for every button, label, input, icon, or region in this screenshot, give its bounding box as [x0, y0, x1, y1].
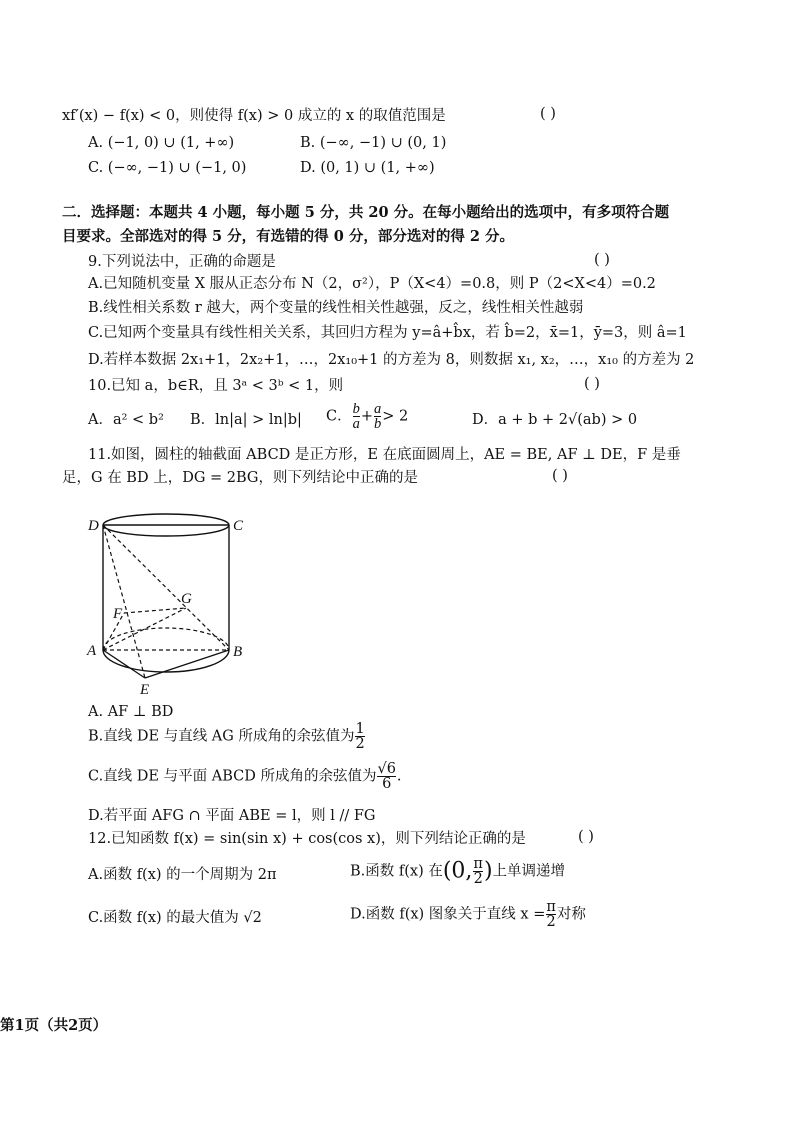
fraction-pi-over-2: [473, 857, 483, 886]
q11-stem-line2: 足，G 在 BD 上，DG = 2BG，则下列结论中正确的是: [62, 470, 418, 486]
fraction-numerator: π: [473, 856, 483, 872]
segment-de: [103, 525, 145, 678]
point-label-d: D: [88, 518, 99, 534]
segment-fg: [124, 608, 186, 613]
q11-option-b: [88, 722, 366, 751]
fraction-b-over-a: [353, 402, 360, 431]
q11-option-c-suffix: .: [396, 768, 402, 785]
q9-answer-paren: ( ): [594, 252, 610, 268]
q12-option-b-suffix: 上单调递增: [492, 863, 566, 880]
fraction-denominator: a: [352, 416, 360, 432]
prev-option-d: D. (0, 1) ∪ (1, +∞): [300, 160, 435, 176]
prev-question-tail: xf′(x) − f(x) < 0，则使得 f(x) > 0 成立的 x 的取值范围是: [62, 108, 446, 124]
page-footer: 第1页（共2页）: [0, 1017, 108, 1034]
plus-sign: +: [360, 408, 374, 425]
q9-stem: 9.下列说法中，正确的命题是: [88, 254, 276, 270]
q10-option-c-prefix: C．: [326, 408, 352, 425]
q12-option-c: C.函数 f(x) 的最大值为 √2: [88, 910, 262, 926]
q9-option-c: C.已知两个变量具有线性相关关系，其回归方程为 y=â+b̂x，若 b̂=2，x̄=1，ȳ=3，则 â=1: [88, 325, 687, 341]
fraction-root6-over-6: [377, 762, 395, 791]
q11-option-c-text: C.直线 DE 与平面 ABCD 所成角的余弦值为: [88, 768, 377, 785]
point-label-g: G: [181, 591, 192, 607]
q11-option-c: [88, 762, 402, 791]
fraction-numerator: √6: [377, 761, 396, 777]
point-label-a: A: [87, 643, 97, 659]
segment-db: [103, 525, 229, 650]
point-label-f: F: [113, 606, 123, 622]
fraction-denominator: 6: [377, 776, 395, 791]
prev-option-a: A. (−1, 0) ∪ (1, +∞): [88, 135, 235, 151]
q11-option-d: D.若平面 AFG ∩ 平面 ABE = l，则 l // FG: [88, 808, 376, 824]
fraction-denominator: 2: [473, 871, 483, 887]
q12-option-d-text: D.函数 f(x) 图象关于直线 x =: [350, 906, 546, 923]
fraction-numerator: 1: [355, 721, 365, 737]
cylinder-figure: [82, 508, 262, 698]
q10-option-c: [326, 402, 408, 431]
q10-option-a: A．a² < b²: [88, 412, 164, 428]
fraction-denominator: 2: [546, 914, 556, 930]
q10-answer-paren: ( ): [584, 376, 600, 392]
q10-option-d: D．a + b + 2√(ab) > 0: [472, 412, 638, 428]
answer-paren-prev: ( ): [540, 106, 556, 122]
q12-answer-paren: ( ): [578, 829, 594, 845]
q11-option-b-text: B.直线 DE 与直线 AG 所成角的余弦值为: [88, 728, 355, 745]
fraction-one-half: [355, 722, 364, 751]
q12-option-d: [350, 900, 586, 929]
q12-option-a: A.函数 f(x) 的一个周期为 2π: [88, 867, 277, 883]
interval-right: ): [483, 858, 493, 884]
q11-stem-line1: 11.如图，圆柱的轴截面 ABCD 是正方形，E 在底面圆周上，AE = BE, AF ⊥ DE，F 是垂: [88, 447, 681, 463]
fraction-pi-over-2: [546, 900, 556, 929]
fraction-a-over-b: [374, 402, 381, 431]
q10-stem: 10.已知 a，b∈R，且 3ᵃ < 3ᵇ < 1，则: [88, 378, 344, 394]
fraction-numerator: π: [546, 899, 556, 915]
q9-option-d: D.若样本数据 2x₁+1，2x₂+1，…，2x₁₀+1 的方差为 8，则数据 x₁, x₂，…，x₁₀ 的方差为 2: [88, 352, 695, 368]
q9-option-b: B.线性相关系数 r 越大，两个变量的线性相关性越强，反之，线性相关性越弱: [88, 300, 584, 316]
point-label-b: B: [233, 644, 243, 660]
point-label-c: C: [233, 518, 244, 534]
q9-option-a: A.已知随机变量 X 服从正态分布 N（2，σ²），P（X<4）=0.8，则 P（2<X<4）=0.2: [88, 276, 656, 292]
fraction-numerator: a: [374, 401, 382, 417]
q12-stem: 12.已知函数 f(x) = sin(sin x) + cos(cos x)，则下列结论正确的是: [88, 831, 526, 847]
fraction-numerator: b: [352, 401, 360, 417]
fraction-denominator: 2: [355, 736, 365, 752]
bottom-ellipse-front: [103, 650, 229, 672]
point-label-e: E: [140, 682, 150, 698]
section-title-line1: 二．选择题：本题共 4 小题，每小题 5 分，共 20 分。在每小题给出的选项中，有多项符合题: [62, 204, 670, 221]
q10-option-b: B．ln|a| > ln|b|: [190, 412, 302, 428]
q11-option-a: A. AF ⊥ BD: [88, 704, 174, 720]
prev-option-c: C. (−∞, −1) ∪ (−1, 0): [88, 160, 247, 176]
q12-option-d-suffix: 对称: [556, 906, 586, 923]
fraction-denominator: b: [374, 416, 382, 432]
prev-option-b: B. (−∞, −1) ∪ (0, 1): [300, 135, 447, 151]
q11-answer-paren: ( ): [552, 468, 568, 484]
q12-option-b-text: B.函数 f(x) 在: [350, 863, 443, 880]
q10-option-c-rest: > 2: [382, 408, 409, 425]
q12-option-b: [350, 857, 565, 886]
section-title-line2: 目要求。全部选对的得 5 分，有选错的得 0 分，部分选对的得 2 分。: [62, 228, 515, 245]
interval-left: (0,: [442, 858, 473, 884]
